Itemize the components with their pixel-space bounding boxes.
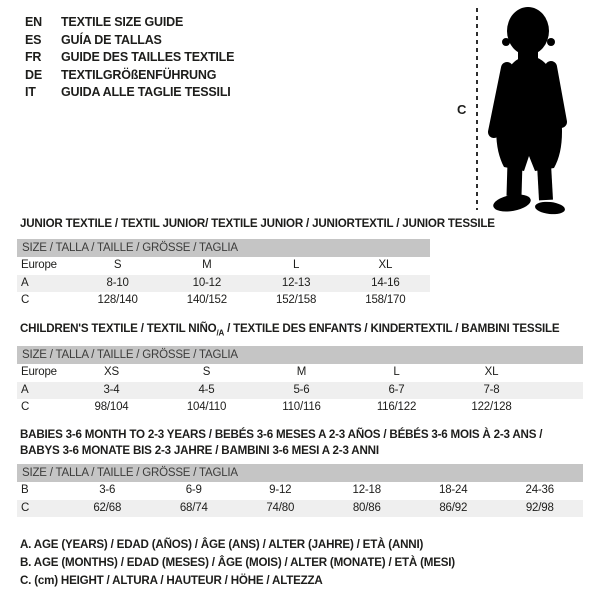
table-row-age <box>17 382 583 400</box>
height-measure-line <box>476 8 478 210</box>
footnote-b: B. AGE (MONTHS) / EDAD (MESES) / ÂGE (MOIS) / ALTER (MONATE) / ETÀ (MESI) <box>20 556 455 569</box>
language-code: ES <box>25 32 42 47</box>
height-cell: 128/140 <box>97 294 138 306</box>
height-cell: 86/92 <box>439 501 468 514</box>
size-header-bar: SIZE / TALLA / TAILLE / GRÖSSE / TAGLIA <box>17 239 430 257</box>
row-label: C <box>21 501 30 514</box>
language-row <box>25 84 234 102</box>
babies-table-title <box>20 427 542 459</box>
junior-size-table <box>17 239 430 310</box>
footnote-c: C. (cm) HEIGHT / ALTURA / HAUTEUR / HÖHE / ALTEZZA <box>20 574 323 587</box>
size-cell: L <box>393 366 400 378</box>
age-cell: 12-18 <box>352 484 381 496</box>
height-cell: 80/86 <box>352 501 381 514</box>
height-cell: 98/104 <box>94 401 129 413</box>
size-cell: S <box>113 259 122 271</box>
table-row-europe <box>17 364 583 382</box>
babies-size-table <box>17 464 583 517</box>
age-cell: 6-9 <box>185 484 202 496</box>
junior-table-title: JUNIOR TEXTILE / TEXTIL JUNIOR/ TEXTILE JUNIOR / JUNIORTEXTIL / JUNIOR TESSILE <box>20 217 495 230</box>
size-cell: S <box>202 366 211 378</box>
babies-title-line2: BABYS 3-6 MONATE BIS 2-3 JAHRE / BAMBINI 3-6 MESI A 2-3 ANNI <box>20 444 379 457</box>
table-row-height <box>17 292 430 310</box>
size-cell: XL <box>484 366 499 378</box>
size-cell: M <box>296 366 307 378</box>
guide-title: GUIDA ALLE TAGLIE TESSILI <box>61 85 231 99</box>
table-row-height <box>17 500 583 518</box>
row-label: C <box>21 294 30 306</box>
row-label: A <box>21 276 29 289</box>
table-row-age-months <box>17 482 583 500</box>
table-row-age <box>17 275 430 293</box>
height-cell: 158/170 <box>365 294 406 306</box>
age-cell: 18-24 <box>439 484 468 496</box>
title-text: / TEXTILE DES ENFANTS / KINDERTEXTIL / BAMBINI TESSILE <box>224 322 560 335</box>
title-subscript: /A <box>216 328 225 338</box>
row-label: C <box>21 401 30 413</box>
height-cell: 74/80 <box>266 501 295 514</box>
height-cell: 116/122 <box>376 401 417 413</box>
height-cell: 152/158 <box>276 294 317 306</box>
height-cell: 92/98 <box>525 501 554 514</box>
height-cell: 104/110 <box>186 401 227 413</box>
row-label: B <box>21 484 29 496</box>
babies-title-line1: BABIES 3-6 MONTH TO 2-3 YEARS / BEBÉS 3-6 MESES A 2-3 AÑOS / BÉBÉS 3-6 MOIS À 2-3 ANS / <box>20 428 543 441</box>
height-cell: 62/68 <box>93 501 122 514</box>
language-code: DE <box>25 67 42 82</box>
age-cell: 3-4 <box>103 383 120 396</box>
title-text: CHILDREN'S TEXTILE / TEXTIL NIÑO <box>20 322 217 335</box>
language-row <box>25 49 234 67</box>
size-cell: M <box>202 259 212 271</box>
age-cell: 8-10 <box>106 276 129 289</box>
size-cell: XL <box>378 259 393 271</box>
language-code: FR <box>25 50 42 64</box>
table-row-height <box>17 399 583 417</box>
age-cell: 24-36 <box>525 484 554 496</box>
guide-title: TEXTILGRÖßENFÜHRUNG <box>61 67 217 82</box>
age-cell: 7-8 <box>483 383 500 396</box>
height-cell: 68/74 <box>179 501 208 514</box>
children-size-table <box>17 346 583 417</box>
language-code: IT <box>25 85 36 99</box>
age-cell: 5-6 <box>293 383 310 396</box>
age-cell: 6-7 <box>388 383 405 396</box>
measure-c-label: C <box>457 102 467 117</box>
footnote-legend <box>20 536 455 590</box>
age-cell: 10-12 <box>192 276 222 289</box>
guide-title: TEXTILE SIZE GUIDE <box>61 15 184 29</box>
height-cell: 140/152 <box>186 294 227 306</box>
language-row <box>25 32 234 50</box>
age-cell: 3-6 <box>99 484 116 496</box>
language-row <box>25 14 234 32</box>
language-row <box>25 67 234 85</box>
row-label: A <box>21 383 29 396</box>
row-label: Europe <box>21 366 57 378</box>
age-cell: 4-5 <box>198 383 215 396</box>
footnote-a: A. AGE (YEARS) / EDAD (AÑOS) / ÂGE (ANS) / ALTER (JAHRE) / ETÀ (ANNI) <box>20 538 424 551</box>
size-cell: L <box>293 259 300 271</box>
row-label: Europe <box>21 259 57 271</box>
age-cell: 12-13 <box>281 276 311 289</box>
language-title-list <box>25 14 234 102</box>
size-cell: XS <box>104 366 119 378</box>
children-table-title <box>20 321 559 341</box>
size-header-bar: SIZE / TALLA / TAILLE / GRÖSSE / TAGLIA <box>17 464 583 482</box>
age-cell: 9-12 <box>269 484 292 496</box>
language-code: EN <box>25 15 42 29</box>
guide-title: GUIDE DES TAILLES TEXTILE <box>61 50 235 64</box>
height-cell: 122/128 <box>471 401 512 413</box>
guide-title: GUÍA DE TALLAS <box>61 32 162 47</box>
size-header-bar: SIZE / TALLA / TAILLE / GRÖSSE / TAGLIA <box>17 346 583 364</box>
height-cell: 110/116 <box>282 401 321 413</box>
age-cell: 14-16 <box>371 276 400 289</box>
toddler-silhouette-icon <box>484 4 600 215</box>
table-row-europe <box>17 257 430 275</box>
